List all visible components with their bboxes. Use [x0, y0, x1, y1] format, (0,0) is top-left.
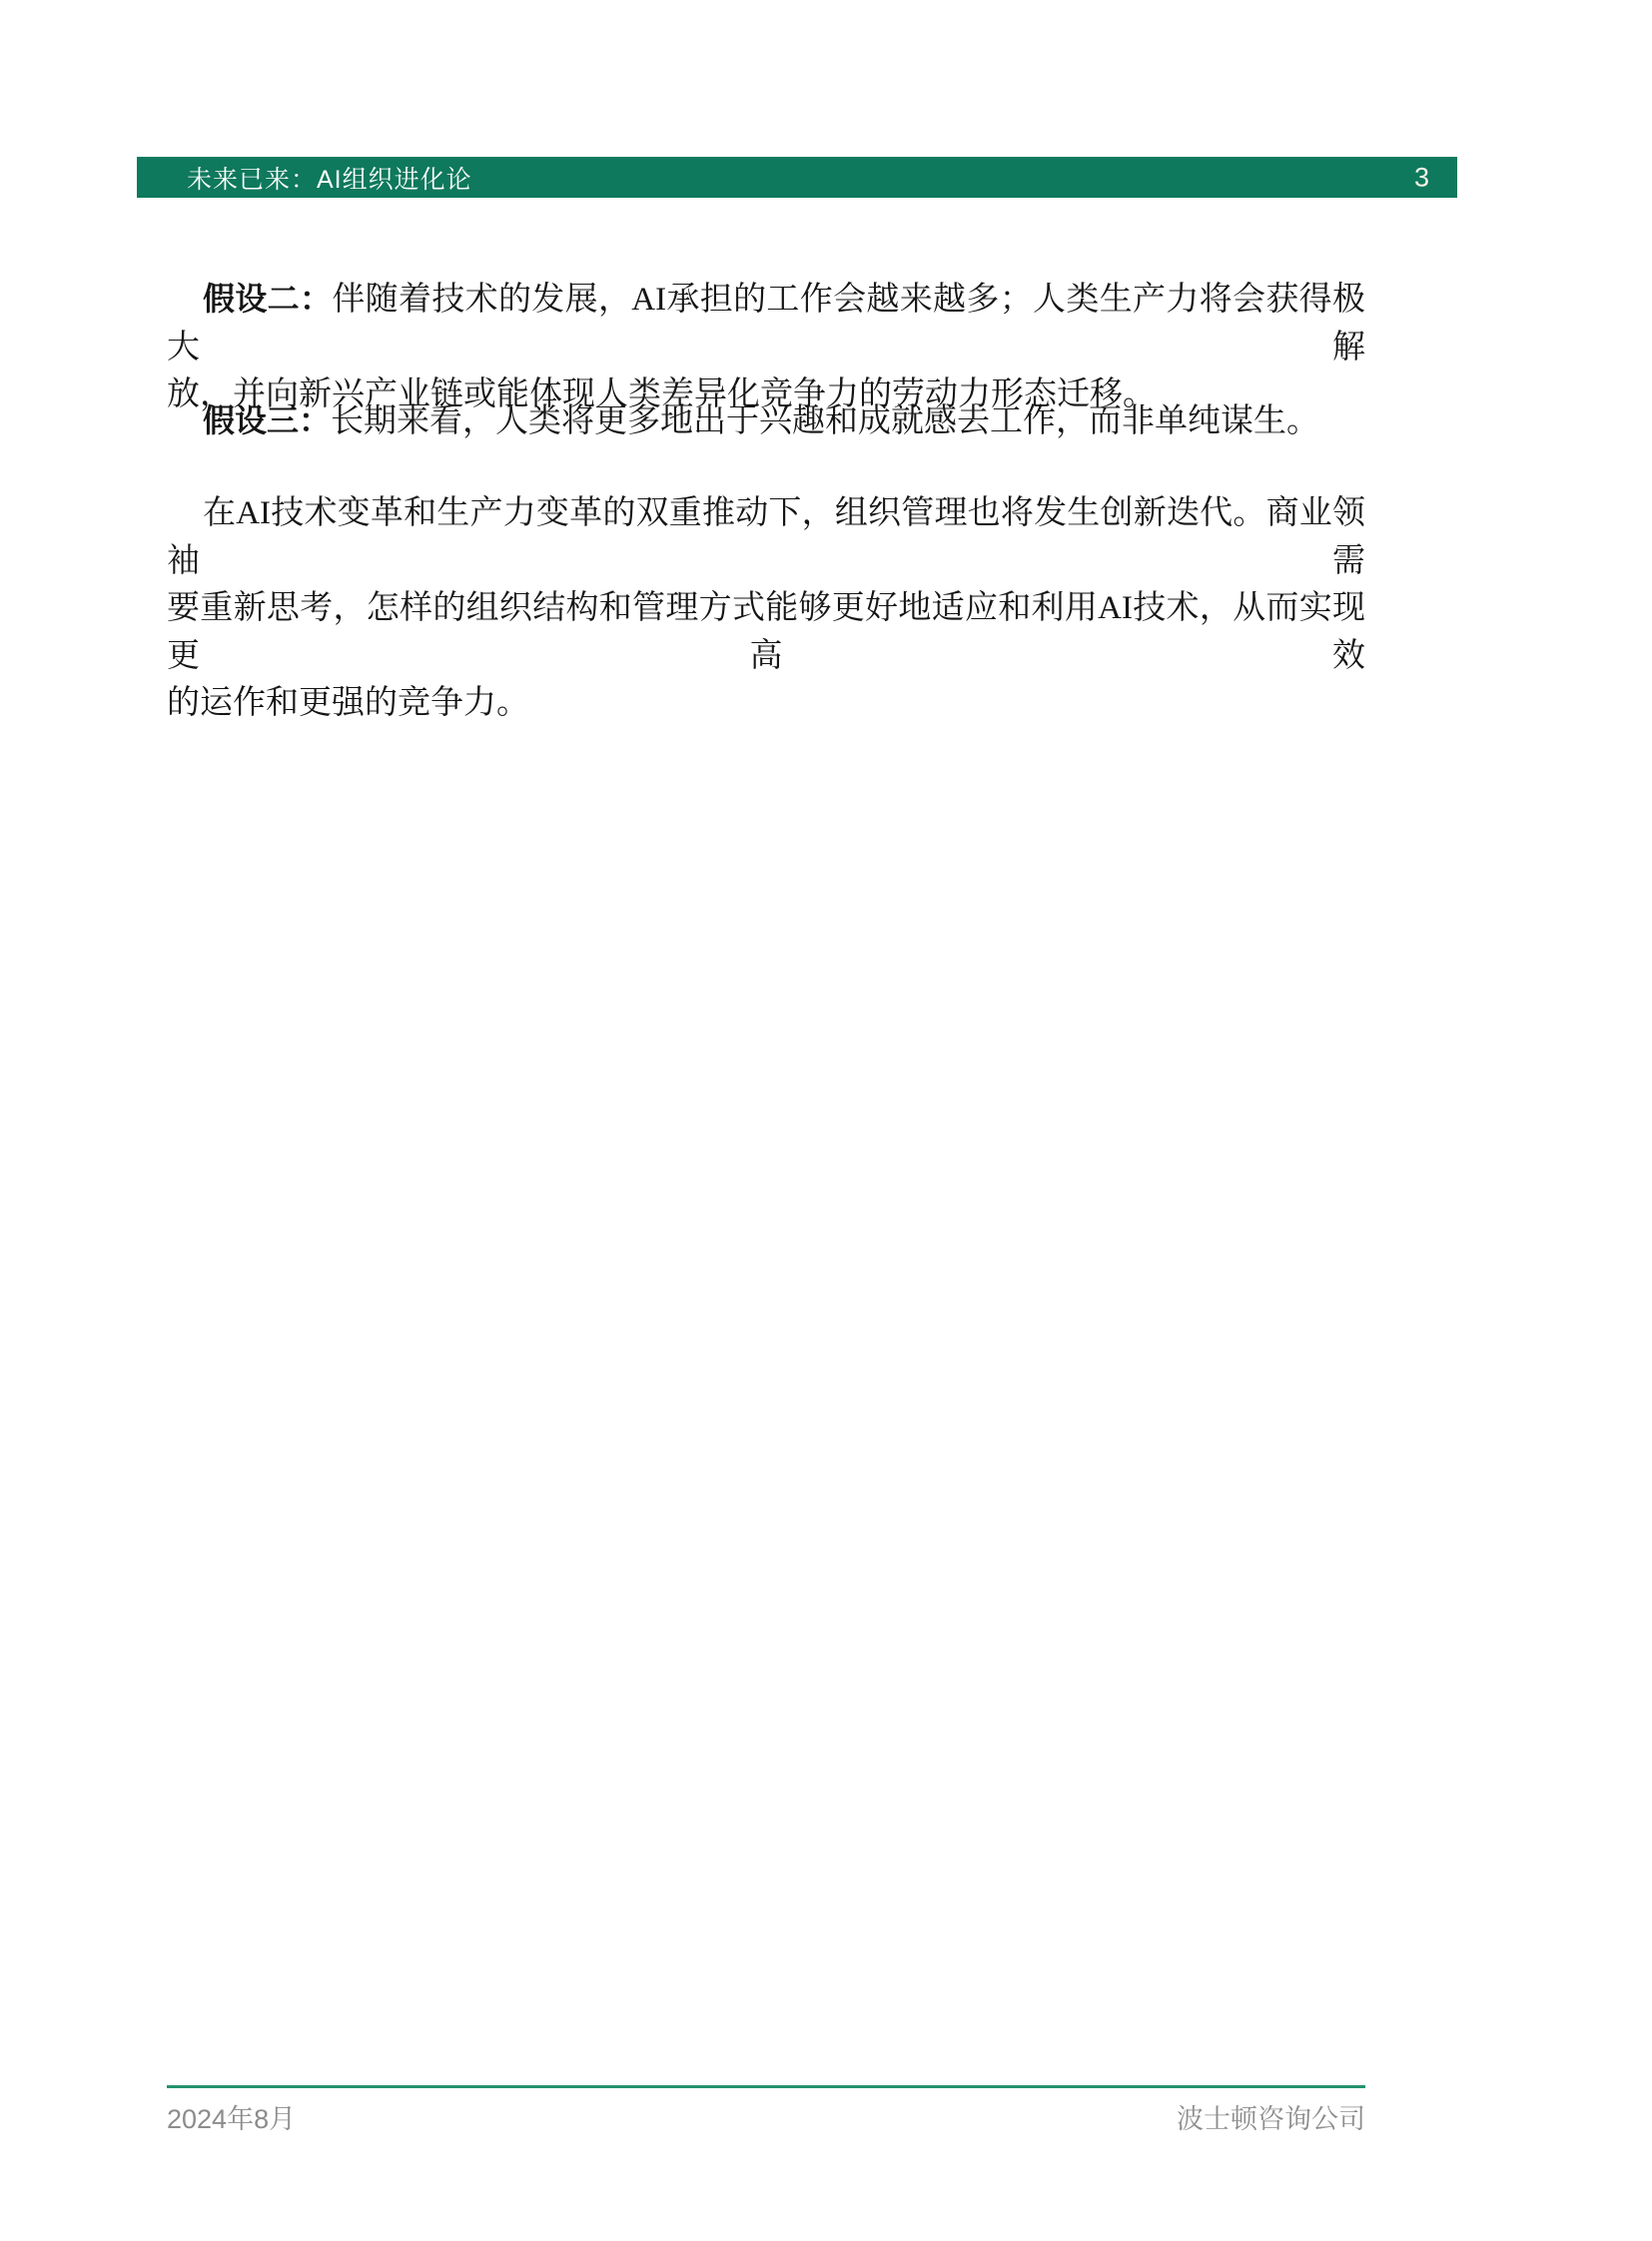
- paragraph-line: [167, 397, 1365, 446]
- report-title: 未来已来：AI组织进化论: [187, 165, 472, 194]
- body-paragraph-hypothesis-3: [167, 397, 1365, 446]
- footer-divider: [167, 2085, 1365, 2088]
- page-footer: [167, 2097, 1365, 2136]
- paragraph-line: 放，并向新兴产业链或能体现人类差异化竞争力的劳动力形态迁移。: [167, 376, 1156, 412]
- page-number: 3: [1413, 162, 1429, 192]
- paragraph-line-text: 长期来看，人类将更多地出于兴趣和成就感去工作，而非单纯谋生。: [331, 403, 1320, 439]
- paragraph-lead-bold: 假设二：: [203, 281, 333, 317]
- body-paragraph-conclusion: [167, 490, 1365, 728]
- report-header-bar: [137, 157, 1457, 198]
- paragraph-line: 的运作和更强的竞争力。: [167, 685, 529, 721]
- footer-date: 2024年8月: [167, 2104, 297, 2134]
- paragraph-line: [167, 276, 1365, 372]
- paragraph-line: 要重新思考，怎样的组织结构和管理方式能够更好地适应和利用AI技术，从而实现更高效: [167, 590, 1365, 674]
- paragraph-line: 在AI技术变革和生产力变革的双重推动下，组织管理也将发生创新迭代。商业领袖需: [167, 495, 1365, 579]
- paragraph-lead-bold: 假设三：: [203, 402, 332, 438]
- footer-company: 波士顿咨询公司: [1177, 2104, 1365, 2134]
- paragraph-line-text: 伴随着技术的发展，AI承担的工作会越来越多；人类生产力将会获得极大解: [167, 282, 1365, 366]
